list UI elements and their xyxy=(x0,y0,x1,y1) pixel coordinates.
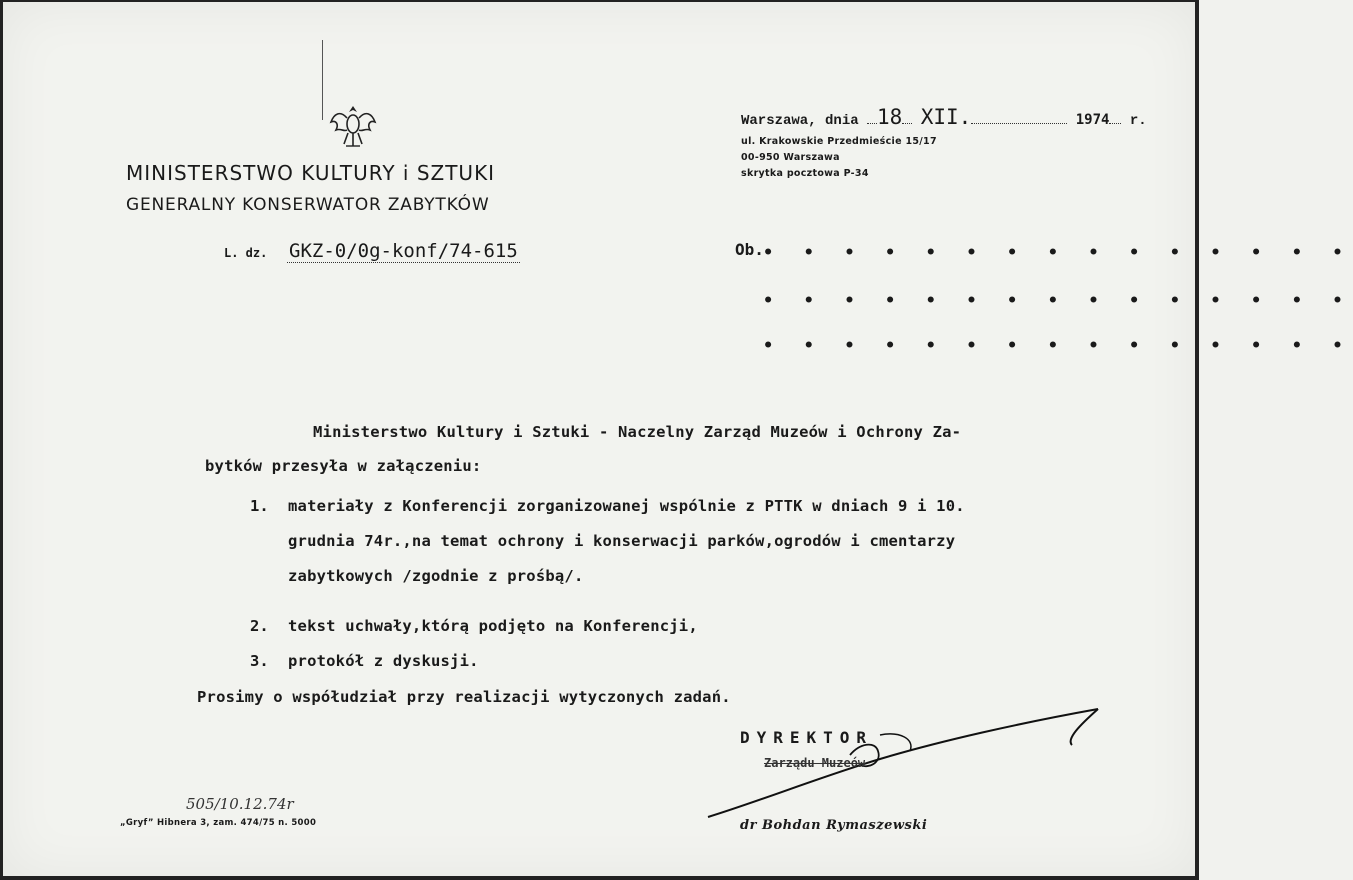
printer-imprint: „Gryf” Hibnera 3, zam. 474/75 n. 5000 xyxy=(120,818,317,828)
recipient-line-1: • • • • • • • • • • • • • • • xyxy=(763,243,1353,263)
signatory-title: DYREKTOR xyxy=(740,728,874,747)
date-prefix: Warszawa, dnia xyxy=(741,113,859,129)
edge-mark-right xyxy=(1195,0,1199,880)
item-1-line-1: materiały z Konferencji zorganizowanej wspólnie z PTTK w dniach 9 i 10. xyxy=(288,497,965,515)
signatory-name: dr Bohdan Rymaszewski xyxy=(740,818,928,833)
office-name: GENERALNY KONSERWATOR ZABYTKÓW xyxy=(126,195,490,215)
item-3-text: protokół z dyskusji. xyxy=(288,652,479,670)
item-1-line-2: grudnia 74r.,na temat ochrony i konserwacji parków,ogrodów i cmentarzy xyxy=(288,532,956,550)
item-2-number: 2. xyxy=(250,617,269,635)
handwritten-note: 505/10.12.74r xyxy=(186,795,294,813)
recipient-label: Ob. xyxy=(735,240,764,259)
fold-line xyxy=(322,40,323,120)
item-2-text: tekst uchwały,którą podjęto na Konferencji, xyxy=(288,617,698,635)
ministry-name: MINISTERSTWO KULTURY i SZTUKI xyxy=(126,161,496,185)
recipient-line-2: • • • • • • • • • • • • • • • xyxy=(763,291,1353,311)
date-day: 18 xyxy=(877,105,903,129)
recipient-line-3: • • • • • • • • • • • • • • • xyxy=(763,336,1353,356)
item-1-line-3: zabytkowych /zgodnie z prośbą/. xyxy=(288,567,584,585)
address-pobox: skrytka pocztowa P-34 xyxy=(741,168,869,179)
edge-mark-left xyxy=(0,0,3,880)
reference-number xyxy=(224,240,520,262)
date-line xyxy=(741,105,1147,129)
edge-mark-top xyxy=(0,0,1199,2)
struck-out-line: Zarządu Muzeów xyxy=(764,756,866,770)
eagle-emblem-icon xyxy=(326,100,380,154)
intro-line-2: bytków przesyła w załączeniu: xyxy=(205,457,482,475)
handwritten-signature xyxy=(700,705,1120,835)
item-1-number: 1. xyxy=(250,497,269,515)
date-year: 1974 xyxy=(1075,112,1110,128)
closing-line: Prosimy o współudział przy realizacji wytyczonych zadań. xyxy=(197,688,731,706)
edge-mark-bottom xyxy=(0,876,1199,880)
address-street: ul. Krakowskie Przedmieście 15/17 xyxy=(741,136,937,147)
date-suffix: r. xyxy=(1129,113,1147,129)
item-3-number: 3. xyxy=(250,652,269,670)
address-city: 00-950 Warszawa xyxy=(741,152,840,163)
reference-value: GKZ-0/0g-konf/74-615 xyxy=(289,240,518,262)
date-month: XII. xyxy=(920,105,972,129)
intro-line-1: Ministerstwo Kultury i Sztuki - Naczelny Zarząd Muzeów i Ochrony Za- xyxy=(313,423,962,441)
reference-label: L. dz. xyxy=(224,246,268,260)
